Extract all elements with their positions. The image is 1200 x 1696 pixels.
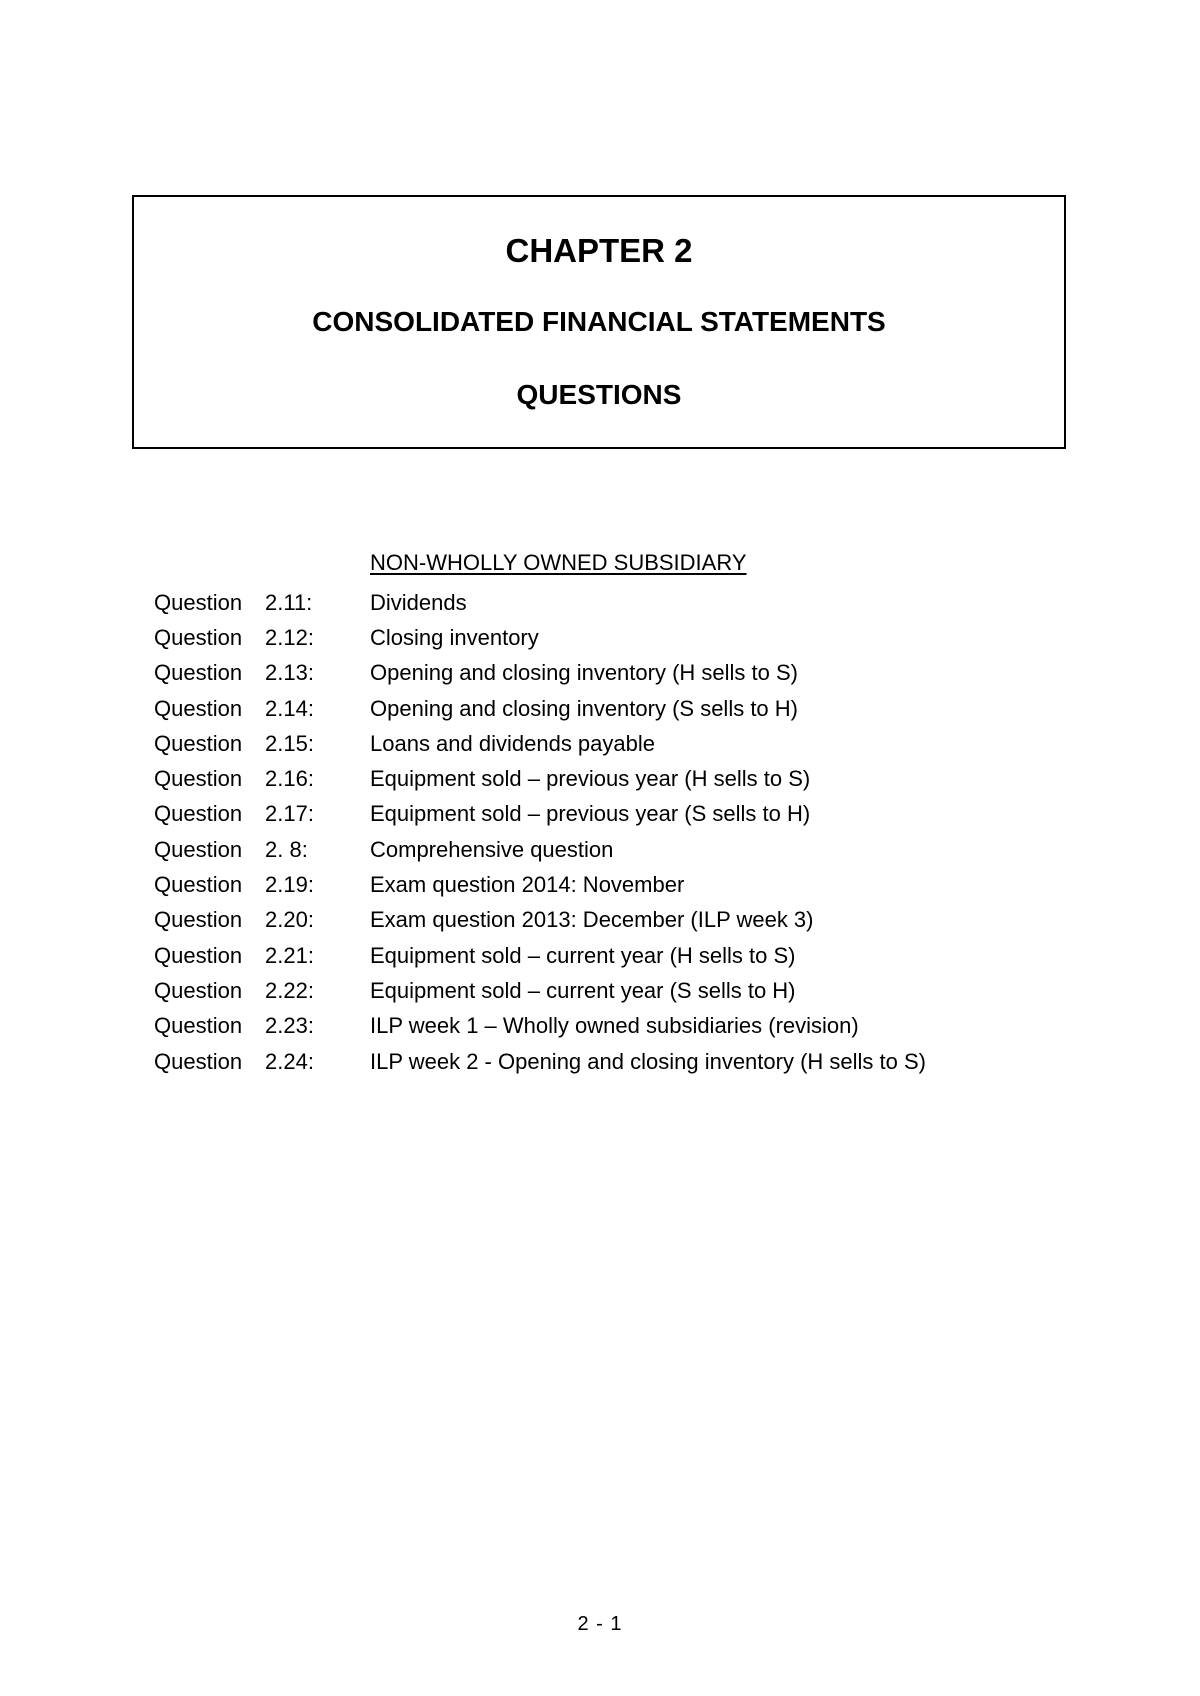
question-word: Question bbox=[154, 624, 243, 650]
question-number bbox=[154, 731, 370, 757]
page-number: 2 - 1 bbox=[577, 1613, 623, 1635]
question-number-value: 2.17: bbox=[265, 801, 314, 827]
question-number-value: 2.19: bbox=[265, 872, 314, 898]
question-word: Question bbox=[154, 801, 243, 827]
question-topic: Equipment sold – previous year (S sells to H) bbox=[370, 801, 811, 827]
question-number bbox=[154, 872, 370, 898]
question-row bbox=[154, 797, 926, 832]
question-word: Question bbox=[154, 1048, 243, 1074]
question-row bbox=[154, 726, 926, 761]
question-topic: Equipment sold – current year (S sells to H) bbox=[370, 977, 796, 1003]
question-row bbox=[154, 620, 926, 655]
question-row bbox=[154, 761, 926, 796]
question-topic: Exam question 2013: December (ILP week 3) bbox=[370, 907, 814, 933]
question-row bbox=[154, 1009, 926, 1044]
question-number-value: 2.20: bbox=[265, 907, 314, 933]
question-number bbox=[154, 943, 370, 969]
question-number bbox=[154, 837, 370, 863]
chapter-title-box bbox=[132, 195, 1066, 449]
question-word: Question bbox=[154, 766, 243, 792]
question-word: Question bbox=[154, 730, 243, 756]
question-number-value: 2.22: bbox=[265, 977, 314, 1003]
question-list bbox=[154, 585, 926, 1079]
chapter-title: CHAPTER 2 bbox=[505, 232, 693, 269]
question-row bbox=[154, 903, 926, 938]
question-number-value: 2.15: bbox=[265, 730, 314, 756]
question-number bbox=[154, 1049, 370, 1075]
question-word: Question bbox=[154, 695, 243, 721]
question-topic: Comprehensive question bbox=[370, 836, 614, 862]
question-topic: Exam question 2014: November bbox=[370, 872, 685, 898]
question-word: Question bbox=[154, 872, 243, 898]
question-topic: Opening and closing inventory (S sells to H) bbox=[370, 695, 798, 721]
question-word: Question bbox=[154, 907, 243, 933]
question-number-value: 2.13: bbox=[265, 660, 314, 686]
question-number bbox=[154, 978, 370, 1004]
question-number-value: 2.16: bbox=[265, 766, 314, 792]
question-row bbox=[154, 656, 926, 691]
question-number-value: 2.14: bbox=[265, 695, 314, 721]
question-topic: Closing inventory bbox=[370, 624, 539, 650]
list-heading: NON-WHOLLY OWNED SUBSIDIARY bbox=[370, 550, 747, 575]
question-number-value: 2. 8: bbox=[265, 836, 308, 862]
question-row bbox=[154, 867, 926, 902]
question-word: Question bbox=[154, 660, 243, 686]
question-word: Question bbox=[154, 977, 243, 1003]
section-title: QUESTIONS bbox=[516, 379, 682, 410]
question-number bbox=[154, 1013, 370, 1039]
question-number-value: 2.24: bbox=[265, 1048, 314, 1074]
question-topic: Equipment sold – current year (H sells to S) bbox=[370, 942, 796, 968]
question-number-value: 2.11: bbox=[265, 589, 313, 615]
question-topic: ILP week 2 - Opening and closing inventory (H sells to S) bbox=[370, 1048, 926, 1074]
question-word: Question bbox=[154, 836, 243, 862]
question-row bbox=[154, 938, 926, 973]
question-row bbox=[154, 832, 926, 867]
question-number bbox=[154, 625, 370, 651]
question-word: Question bbox=[154, 942, 243, 968]
question-topic: ILP week 1 – Wholly owned subsidiaries (revision) bbox=[370, 1013, 859, 1039]
question-number-value: 2.23: bbox=[265, 1013, 314, 1039]
question-number bbox=[154, 801, 370, 827]
question-topic: Equipment sold – previous year (H sells to S) bbox=[370, 766, 811, 792]
question-row bbox=[154, 1044, 926, 1079]
question-topic: Loans and dividends payable bbox=[370, 730, 656, 756]
question-word: Question bbox=[154, 589, 243, 615]
question-number-value: 2.21: bbox=[265, 942, 314, 968]
question-number bbox=[154, 907, 370, 933]
question-number bbox=[154, 660, 370, 686]
question-number bbox=[154, 696, 370, 722]
question-topic: Dividends bbox=[370, 589, 467, 615]
question-row bbox=[154, 691, 926, 726]
question-row bbox=[154, 973, 926, 1008]
question-row bbox=[154, 585, 926, 620]
question-number bbox=[154, 590, 370, 616]
question-number bbox=[154, 766, 370, 792]
question-number-value: 2.12: bbox=[265, 624, 314, 650]
subject-title: CONSOLIDATED FINANCIAL STATEMENTS bbox=[312, 306, 886, 337]
question-topic: Opening and closing inventory (H sells to S) bbox=[370, 660, 798, 686]
question-word: Question bbox=[154, 1013, 243, 1039]
